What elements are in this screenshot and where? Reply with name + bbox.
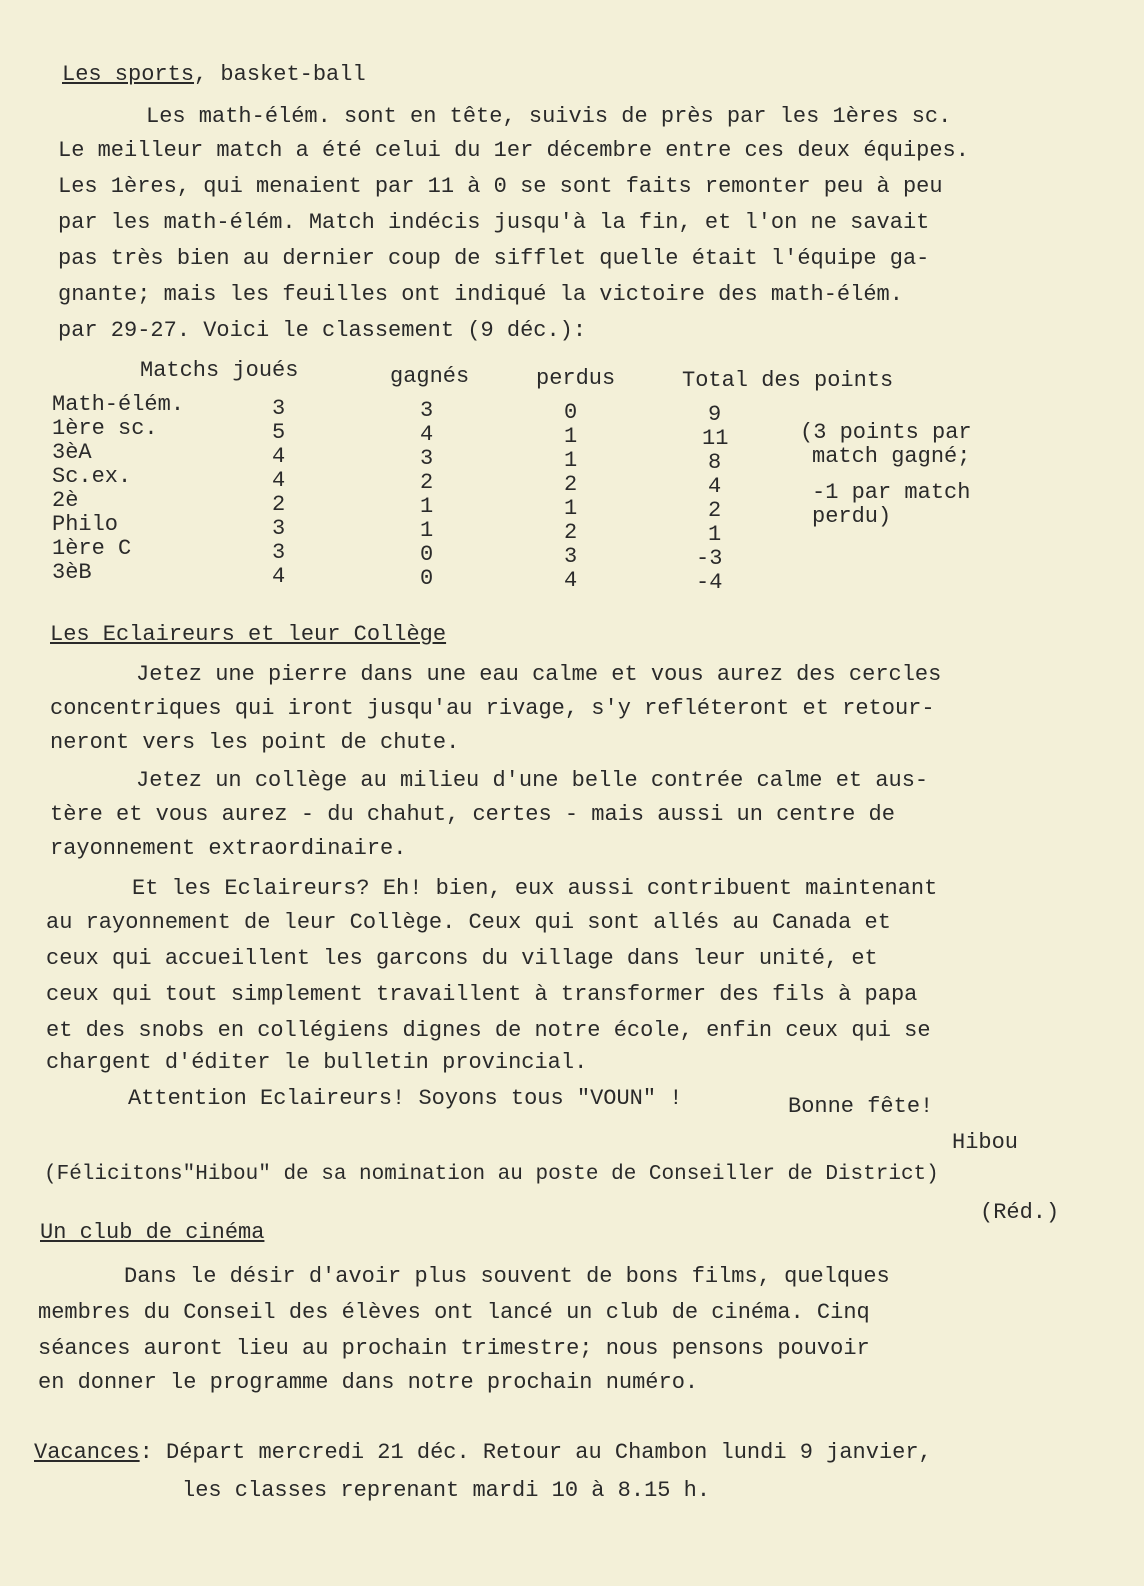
cell-perdus: 3: [564, 544, 578, 569]
cell-joues: 3: [272, 396, 286, 421]
col-header-total: Total des points: [682, 368, 894, 393]
sports-heading-rest: , basket-ball: [194, 62, 366, 87]
vacances-text: : Départ mercredi 21 déc. Retour au Chambon lundi 9 janvier,: [139, 1440, 932, 1465]
bonne-fete: Bonne fête!: [788, 1094, 934, 1119]
cell-gagnes: 1: [420, 494, 434, 519]
cell-gagnes: 3: [420, 446, 434, 471]
eclaireurs-line: Jetez un collège au milieu d'une belle contrée calme et aus-: [136, 768, 929, 793]
sports-para-line: par 29-27. Voici le classement (9 déc.):: [58, 318, 587, 343]
eclaireurs-line: et des snobs en collégiens dignes de notre école, enfin ceux qui se: [46, 1018, 931, 1043]
cell-perdus: 1: [564, 496, 578, 521]
cell-joues: 4: [272, 444, 286, 469]
team-name: 1ère sc.: [52, 416, 158, 441]
points-note: (3 points par: [800, 420, 972, 445]
cell-perdus: 1: [564, 448, 578, 473]
team-name: 3èB: [52, 560, 92, 585]
sports-para-line: Les math-élém. sont en tête, suivis de près par les 1ères sc.: [146, 104, 952, 129]
red-note: (Réd.): [980, 1200, 1060, 1225]
points-note: perdu): [812, 504, 892, 529]
cell-perdus: 2: [564, 520, 578, 545]
vacances-line: [34, 1436, 932, 1469]
cell-joues: 2: [272, 492, 286, 517]
eclaireurs-closing: Attention Eclaireurs! Soyons tous "VOUN" !: [128, 1086, 683, 1111]
cell-joues: 3: [272, 516, 286, 541]
sports-para-line: par les math-élém. Match indécis jusqu'à la fin, et l'on ne savait: [58, 210, 930, 235]
col-header-joues: Matchs joués: [140, 358, 299, 383]
team-name: 1ère C: [52, 536, 132, 561]
team-name: Sc.ex.: [52, 464, 132, 489]
eclaireurs-line: chargent d'éditer le bulletin provincial.: [46, 1050, 588, 1075]
team-name: 3èA: [52, 440, 92, 465]
cell-perdus: 2: [564, 472, 578, 497]
cinema-line: Dans le désir d'avoir plus souvent de bons films, quelques: [124, 1264, 890, 1289]
eclaireurs-line: neront vers les point de chute.: [50, 730, 460, 755]
cell-total: 8: [708, 450, 722, 475]
vacances-label: Vacances: [34, 1440, 140, 1465]
cinema-heading: Un club de cinéma: [40, 1220, 265, 1245]
cell-total: 1: [708, 522, 722, 547]
eclaireurs-line: au rayonnement de leur Collège. Ceux qui sont allés au Canada et: [46, 910, 891, 935]
cell-perdus: 4: [564, 568, 578, 593]
eclaireurs-line: Et les Eclaireurs? Eh! bien, eux aussi contribuent maintenant: [132, 876, 938, 901]
cell-total: -3: [696, 546, 723, 571]
team-name: Math-élém.: [52, 392, 185, 417]
eclaireurs-line: ceux qui tout simplement travaillent à transformer des fils à papa: [46, 982, 918, 1007]
points-note: match gagné;: [812, 444, 971, 469]
signature: Hibou: [952, 1130, 1019, 1155]
cell-perdus: 0: [564, 400, 578, 425]
cinema-line: en donner le programme dans notre prochain numéro.: [38, 1370, 699, 1395]
cell-gagnes: 1: [420, 518, 434, 543]
sports-heading-line: [62, 62, 366, 87]
cell-gagnes: 0: [420, 566, 434, 591]
cell-joues: 4: [272, 468, 286, 493]
eclaireurs-line: ceux qui accueillent les garcons du village dans leur unité, et: [46, 946, 878, 971]
cell-gagnes: 3: [420, 398, 434, 423]
eclaireurs-heading: Les Eclaireurs et leur Collège: [50, 622, 447, 647]
cinema-line: séances auront lieu au prochain trimestre; nous pensons pouvoir: [38, 1336, 870, 1361]
sports-para-line: pas très bien au dernier coup de sifflet quelle était l'équipe ga-: [58, 246, 930, 271]
cell-joues: 4: [272, 564, 286, 589]
cell-gagnes: 2: [420, 470, 434, 495]
eclaireurs-line: Jetez une pierre dans une eau calme et vous aurez des cercles: [136, 662, 942, 687]
cinema-line: membres du Conseil des élèves ont lancé un club de cinéma. Cinq: [38, 1300, 870, 1325]
team-name: Philo: [52, 512, 119, 537]
felicitons-note: (Félicitons"Hibou" de sa nomination au poste de Conseiller de District): [44, 1163, 939, 1186]
eclaireurs-line: rayonnement extraordinaire.: [50, 836, 407, 861]
sports-heading: Les sports: [62, 62, 195, 87]
cell-total: -4: [696, 570, 723, 595]
cell-total: 2: [708, 498, 722, 523]
vacances-line2: les classes reprenant mardi 10 à 8.15 h.: [182, 1478, 711, 1503]
cell-joues: 5: [272, 420, 286, 445]
cell-perdus: 1: [564, 424, 578, 449]
sports-para-line: Les 1ères, qui menaient par 11 à 0 se sont faits remonter peu à peu: [58, 174, 943, 199]
cell-gagnes: 4: [420, 422, 434, 447]
col-header-perdus: perdus: [536, 366, 616, 391]
cell-total: 9: [708, 402, 722, 427]
eclaireurs-line: concentriques qui iront jusqu'au rivage, s'y refléteront et retour-: [50, 696, 935, 721]
col-header-gagnes: gagnés: [390, 364, 470, 389]
points-note: -1 par match: [812, 480, 971, 505]
team-name: 2è: [52, 488, 79, 513]
sports-para-line: gnante; mais les feuilles ont indiqué la victoire des math-élém.: [58, 282, 903, 307]
cell-total: 11: [702, 426, 729, 451]
cell-gagnes: 0: [420, 542, 434, 567]
sports-para-line: Le meilleur match a été celui du 1er décembre entre ces deux équipes.: [58, 138, 969, 163]
eclaireurs-line: tère et vous aurez - du chahut, certes - mais aussi un centre de: [50, 802, 895, 827]
cell-joues: 3: [272, 540, 286, 565]
cell-total: 4: [708, 474, 722, 499]
